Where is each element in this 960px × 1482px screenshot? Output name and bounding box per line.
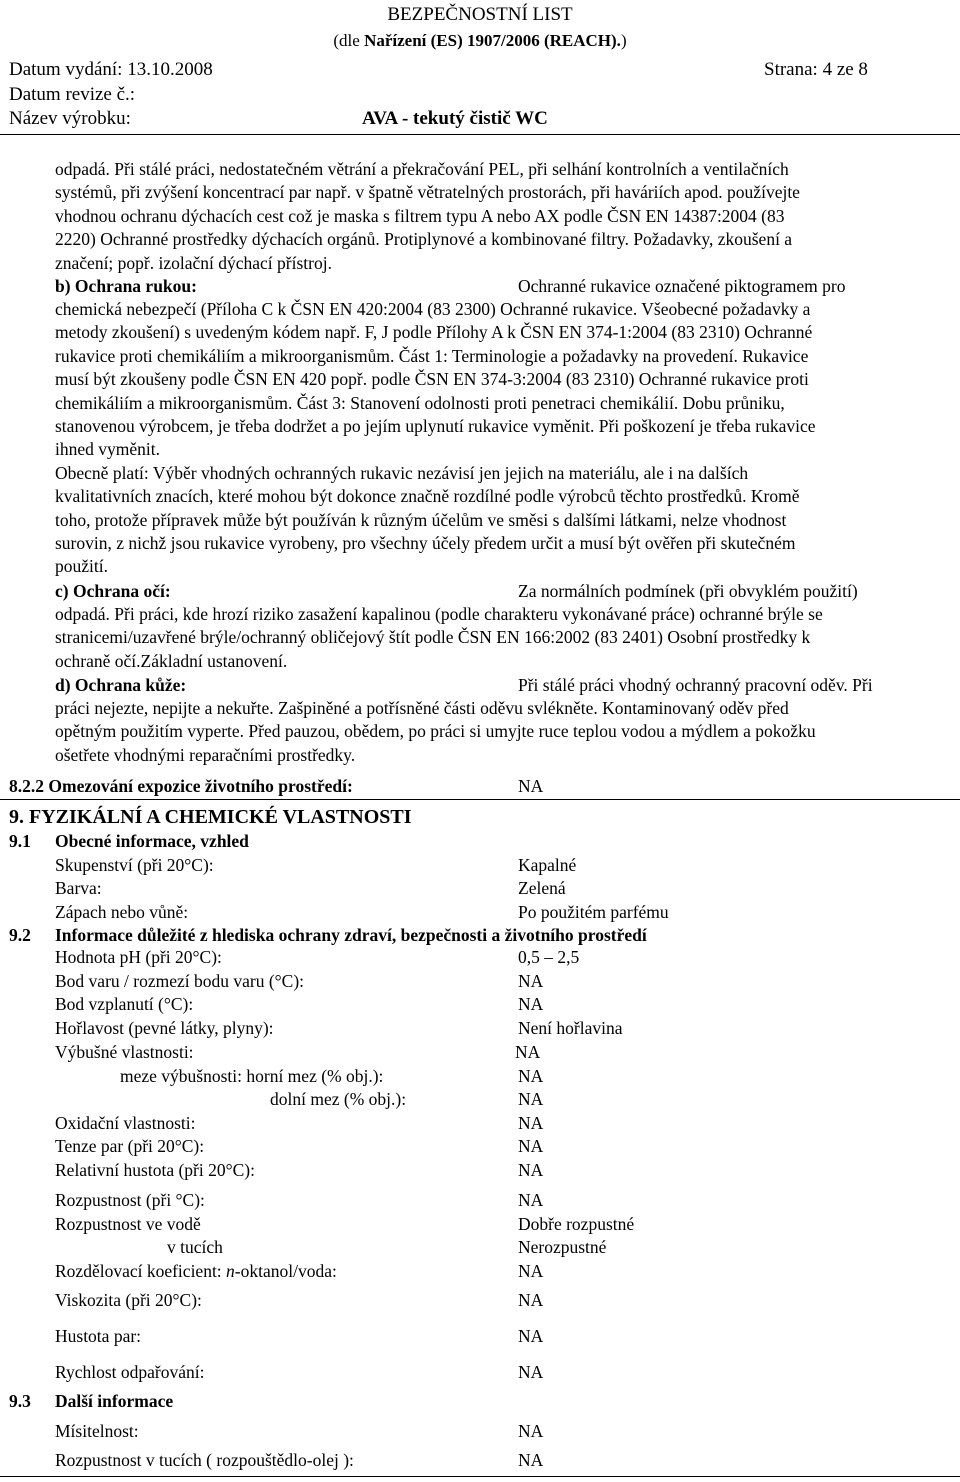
text-line: odpadá. Při práci, kde hrozí riziko zasažení kapalinou (podle charakteru vykonávané práce) ochranné brýle se (55, 604, 823, 624)
property-label: Hořlavost (pevné látky, plyny): (55, 1018, 274, 1038)
product-name: AVA - tekutý čistič WC (362, 108, 548, 129)
text-line: stanovenou výrobcem, je třeba dodržet a po jejím uplynutí rukavice vyměnit. Při poškození je třeba rukavice (55, 416, 816, 437)
text-line: Obecně platí: Výběr vhodných ochranných rukavic nezávisí jen jejich na materiálu, ale i na dalších (55, 462, 749, 483)
text-line: ochraně očí.Základní ustanovení. (55, 650, 288, 671)
section-9-title: 9. FYZIKÁLNÍ A CHEMICKÉ VLASTNOSTI (9, 806, 412, 828)
property-value: Nerozpustné (518, 1237, 607, 1257)
eye-protection-label: c) Ochrana očí: (55, 581, 171, 601)
text-line: chemická nebezpečí (Příloha C k ČSN EN 420:2004 (83 2300) Ochranné rukavice. Všeobecné požadavky a (55, 299, 811, 319)
property-value: NA (518, 1421, 544, 1441)
text-line: musí být zkoušeny podle ČSN EN 420 popř. podle ČSN EN 374-3:2004 (83 2310) Ochranné rukavice proti (55, 369, 809, 390)
text-line: práci nejezte, nepijte a nekuřte. Zašpiněné a potřísněné části oděvu svlékněte. Kontaminovaný oděv před (55, 698, 789, 718)
property-value: 0,5 – 2,5 (518, 947, 580, 967)
property-value: NA (518, 1113, 544, 1133)
property-value: NA (518, 1450, 544, 1470)
page-number: Strana: 4 ze 8 (764, 59, 868, 80)
text-line: použití. (55, 556, 108, 577)
property-label: dolní mez (% obj.): (270, 1089, 407, 1109)
section-9-1-title: Obecné informace, vzhled (55, 831, 249, 851)
property-value: NA (518, 1066, 544, 1086)
eye-protection-text (55, 603, 953, 673)
text-line: ošetřete vhodnými reparačními prostředky. (55, 744, 356, 765)
text-line: metody zkoušení) s uvedeným kódem např. F, J podle Přílohy A k ČSN EN 374-1:2004 (83 2310) Ochranné (55, 322, 813, 343)
property-label: Tenze par (při 20°C): (55, 1136, 205, 1156)
subtitle-prefix: (dle (333, 31, 365, 50)
revision-date: Datum revize č.: (9, 84, 136, 105)
property-label: Bod varu / rozmezí bodu varu (°C): (55, 971, 305, 991)
document-title: BEZPEČNOSTNÍ LIST (387, 4, 573, 25)
property-value: NA (515, 1042, 541, 1062)
property-label: Hodnota pH (při 20°C): (55, 947, 222, 967)
environmental-exposure-label: 8.2.2 Omezování expozice životního prostředí: (9, 776, 353, 796)
property-value: NA (518, 1290, 544, 1310)
property-value: NA (518, 1261, 544, 1281)
text-line: stranicemi/uzavřené brýle/ochranný obličejový štít podle ČSN EN 166:2002 (83 2401) Osobní prostředky k (55, 627, 811, 648)
hand-protection-label: b) Ochrana rukou: (55, 276, 197, 296)
property-label: Rozpustnost ve vodě (55, 1214, 201, 1234)
text-line: ihned vyměnit. (55, 439, 160, 460)
property-label: Rozpustnost (při °C): (55, 1190, 205, 1210)
property-label: Oxidační vlastnosti: (55, 1113, 196, 1133)
property-label: Bod vzplanutí (°C): (55, 994, 194, 1014)
text-line: vhodnou ochranu dýchacích cest což je maska s filtrem typu A nebo AX podle ČSN EN 14387:2004 (83 (55, 205, 785, 226)
section-9-2-title: Informace důležité z hlediska ochrany zdraví, bezpečnosti a životního prostředí (55, 925, 647, 945)
property-value: NA (518, 1136, 544, 1156)
property-value: NA (518, 971, 544, 991)
section-9-3-title: Další informace (55, 1391, 174, 1411)
property-label (55, 1260, 337, 1283)
text-line: toho, protože přípravek může být používán k různým účelům ve směsi s dalšími látkami, nelze vhodnost (55, 509, 787, 530)
property-label: Rychlost odpařování: (55, 1362, 205, 1382)
text-line: kvalitativních znacích, které mohou být dokonce značně rozdílné podle výrobců těchto prostředků. Kromě (55, 486, 800, 507)
text-line: rukavice proti chemikáliím a mikroorganismům. Část 1: Terminologie a požadavky na provedení. Rukavice (55, 345, 809, 366)
property-label: v tucích (167, 1237, 223, 1257)
property-value: NA (518, 1089, 544, 1109)
property-label: Barva: (55, 878, 102, 898)
subtitle-suffix: ) (620, 31, 627, 50)
hand-protection-value: Ochranné rukavice označené piktogramem pro (518, 276, 846, 296)
property-value: Dobře rozpustné (518, 1214, 635, 1234)
property-value: NA (518, 1160, 544, 1180)
property-label: Mísitelnost: (55, 1421, 139, 1441)
property-label: Zápach nebo vůně: (55, 902, 189, 922)
property-label: Rozpustnost v tucích ( rozpouštědlo-olej ): (55, 1450, 354, 1470)
eye-protection-value: Za normálních podmínek (při obvyklém použití) (518, 581, 858, 601)
section-9-2-number: 9.2 (9, 925, 31, 945)
text-line: 2220) Ochranné prostředky dýchacích orgánů. Protiplynové a kombinované filtry. Požadavky, zkoušení a (55, 229, 793, 250)
text-line: surovin, z nichž jsou rukavice vyrobeny, pro všechny účely předem určit a musí být ověřen při skutečném (55, 533, 796, 554)
text-line: značení; popř. izolační dýchací přístroj. (55, 252, 332, 273)
environmental-exposure-value: NA (518, 776, 544, 796)
property-label: meze výbušnosti: horní mez (% obj.): (120, 1066, 384, 1086)
property-label: Relativní hustota (při 20°C): (55, 1160, 255, 1180)
section-9-3-number: 9.3 (9, 1391, 31, 1411)
hand-protection-text (55, 298, 953, 579)
section-9-1-number: 9.1 (9, 831, 31, 851)
subtitle-regulation: Nařízení (ES) 1907/2006 (REACH). (364, 31, 621, 50)
text-line: chemikáliím a mikroorganismům. Část 3: Stanovení odolnosti proti penetraci chemikálií. Dobu průniku, (55, 392, 785, 413)
skin-protection-value: Při stálé práci vhodný ochranný pracovní oděv. Při (518, 675, 873, 695)
property-value: NA (518, 994, 544, 1014)
skin-protection-label: d) Ochrana kůže: (55, 675, 187, 695)
property-label: Hustota par: (55, 1326, 142, 1346)
header-rule (0, 134, 960, 135)
regulation-subtitle (0, 31, 960, 51)
property-value: NA (518, 1190, 544, 1210)
text-line: odpadá. Při stálé práci, nedostatečném větrání a překračování PEL, při selhání kontrolních a ventilačních (55, 159, 789, 179)
label-italic: n (226, 1261, 235, 1281)
property-value: Zelená (518, 878, 566, 898)
property-label: Viskozita (při 20°C): (55, 1290, 202, 1310)
skin-protection-text (55, 697, 953, 767)
text-line: opětným použitím vyperte. Před pauzou, obědem, po práci si umyjte ruce teplou vodou a mýdlem a pokožku (55, 721, 816, 742)
text-line: systémů, při zvýšení koncentrací par např. v špatně větratelných prostorách, při haváriích apod. používejte (55, 182, 800, 203)
product-label: Název výrobku: (9, 108, 131, 129)
property-value: Kapalné (518, 855, 577, 875)
respiratory-protection-text (55, 158, 953, 275)
property-value: Není hořlavina (518, 1018, 623, 1038)
property-value: NA (518, 1326, 544, 1346)
section-rule (0, 799, 960, 800)
property-label: Skupenství (při 20°C): (55, 855, 214, 875)
property-label: Výbušné vlastnosti: (55, 1042, 194, 1062)
label-text: Rozdělovací koeficient: (55, 1261, 227, 1281)
property-value: NA (518, 1362, 544, 1382)
issue-date: Datum vydání: 13.10.2008 (9, 59, 213, 80)
footer-rule (0, 1476, 960, 1477)
property-value: Po použitém parfému (518, 902, 669, 922)
label-text: -oktanol/voda: (234, 1261, 337, 1281)
